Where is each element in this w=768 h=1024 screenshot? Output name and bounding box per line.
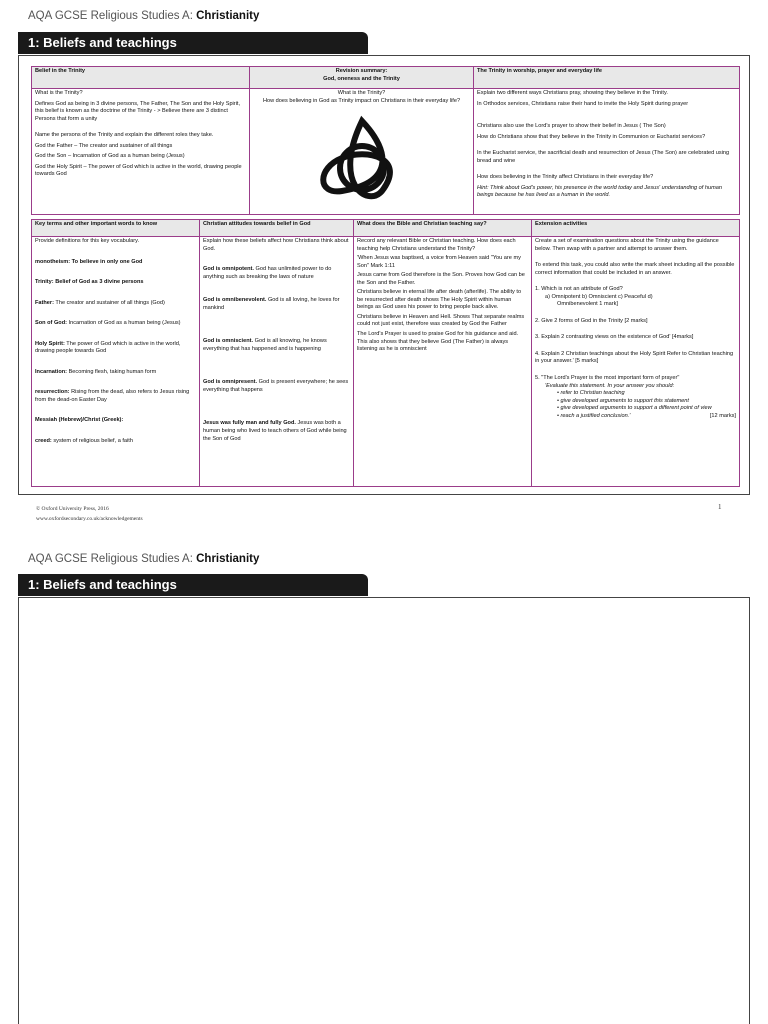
key-terms-cell: Provide definitions for this key vocabulary. monotheism: To believe in only one God Trinity: Belief of God as 3 divine persons Father: The creator and sustainer of all things (God) Son of God: Incarnation of God as a human being (Jesus) Holy Spirit: The power of God which is active in the world, drawing people towards God Incarnation: Becoming flesh, taking human form resurrection: Rising from the dead, also refers to Jesus rising from the dead-on Easter Day Messiah (Hebrew)/Christ (Greek): creed: system of religious belief, a faith xyxy=(32,237,200,487)
bullet-item: • give developed arguments to support a different point of view xyxy=(557,405,712,412)
attitude-item: God is omnipresent. God is present everywhere; he sees everything that happens xyxy=(203,379,349,393)
bullet-item: • reach a justified conclusion.' [12 marks] xyxy=(557,412,736,419)
worksheet-panel xyxy=(18,55,750,495)
bullet-item: • give developed arguments to support this statement xyxy=(557,397,689,404)
col-head-worship: The Trinity in worship, prayer and everyday life xyxy=(474,67,740,89)
col-head-key-terms: Key terms and other important words to know xyxy=(32,220,200,237)
section-title-band-2: 1: Beliefs and teachings xyxy=(18,574,368,596)
term-item: Son of God: Incarnation of God as a human being (Jesus) xyxy=(35,320,181,327)
col-head-attitudes: Christian attitudes towards belief in God xyxy=(200,220,354,237)
blank-panel xyxy=(18,597,750,1024)
col-head-belief: Belief in the Trinity xyxy=(32,67,250,89)
bullet-item: • refer to Christian teaching xyxy=(557,390,625,397)
term-item: Trinity: Belief of God as 3 divine persons xyxy=(35,279,144,286)
page-number: 1 xyxy=(718,503,722,511)
acknowledgements-url: www.oxfordsecondary.co.uk/acknowledgements xyxy=(36,516,143,522)
term-item: resurrection: Rising from the dead, also refers to Jesus rising from the dead-on Easter Day xyxy=(35,389,190,403)
revision-summary-table xyxy=(31,66,740,215)
triquetra-icon xyxy=(312,113,412,203)
col-head-revision: Revision summary: God, oneness and the Trinity xyxy=(250,67,474,89)
attitude-item: Jesus was fully man and fully God. Jesus was both a human being who lived to teach others of God while being the Son of God xyxy=(203,420,347,442)
term-item: Father: The creator and sustainer of all things (God) xyxy=(35,299,165,306)
attitude-item: God is omnipotent. God has unlimited power to do anything such as breaking the laws of nature xyxy=(203,266,332,280)
col-head-extension: Extension activities xyxy=(532,220,740,237)
attitudes-cell: Explain how these beliefs affect how Christians think about God. God is omnipotent. God has unlimited power to do anything such as breaking the laws of nature God is omnibenevolent. God is all loving, he loves for mankind God is omniscient. God is all knowing, he knows everything that has happened and is happening God is omnipresent. God is present everywhere; he sees everything that happens Jesus was fully man and fully God. Jesus was both a human being who lived to teach others of God while being the Son of God xyxy=(200,237,354,487)
attitude-item: God is omnibenevolent. God is all loving, he loves for mankind xyxy=(203,297,340,311)
term-item: Messiah (Hebrew)/Christ (Greek): xyxy=(35,417,124,424)
activities-table xyxy=(31,219,740,487)
attitude-item: God is omniscient. God is all knowing, he knows everything that has happened and is happening xyxy=(203,338,327,352)
term-item: Incarnation: Becoming flesh, taking human form xyxy=(35,368,157,375)
bible-teaching-cell: Record any relevant Bible or Christian teaching. How does each teaching help Christians understand the Trinity? 'When Jesus was baptised, a voice from Heaven said "You are my Son" Mark 1:11 Jesus came from God therefore is the Son. Proves how God can be the Son and the Father. Christians believe in eternal life after death (afterlife). The ability to be resurrected after death shows The Holy Spirit within human beings as God uses his power to bring people back alive. Christians believe in Heaven and Hell. Shows That separate realms could not just exist, therefore was created by God the Father The Lord's Prayer is used to praise God for his guidance and aid. This also shows that they believe God (The Father) is always listening as he is omniscient xyxy=(354,237,532,487)
revision-summary-cell: What is the Trinity? How does believing in God as Trinity impact on Christians in their everyday life? xyxy=(250,89,474,215)
extension-cell: Create a set of examination questions about the Trinity using the guidance below. Then swap with a partner and attempt to answer them. To extend this task, you could also write the mark sheet including all the possible correct information that could be included in an answer. 1. Which is not an attribute of God? a) Omnipotent b) Omniscient c) Peaceful d) Omnibenevolent 1 mark] 2. Give 2 forms of God in the Trinity [2 marks] 3. Explain 2 contrasting views on the existence of God' [4marks] 4. Explain 2 Christian teachings about the Holy Spirit Refer to Christian teaching in your answer.' [5 marks] 5. "The Lord's Prayer is the most important form of prayer" 'Evaluate this statement. In your answer you should: • refer to Christian teaching • give developed arguments to support this statement • give developed arguments to support a different point of view • reach a justified conclusion.' [12 marks] xyxy=(532,237,740,487)
copyright-notice: © Oxford University Press, 2016 xyxy=(36,506,109,512)
term-item: Holy Spirit: The power of God which is active in the world, drawing people towards God xyxy=(35,340,181,355)
term-item: monotheism: To believe in only one God xyxy=(35,258,143,265)
belief-trinity-cell: What is the Trinity? Defines God as being in 3 divine persons, The Father, The Son and the Holy Spirit, this belief is known as the doctrine of the Trinity - > Believe there are 3 distinct Persons that form a unity Name the persons of the Trinity and explain the different roles they take. God the Father – The creator and sustainer of all things God the Son – Incarnation of God as a human being (Jesus) God the Holy Spirit – The power of God which is active in the world, drawing people towards God xyxy=(32,89,250,215)
term-item: creed: system of religious belief, a faith xyxy=(35,438,133,445)
col-head-bible: What does the Bible and Christian teaching say? xyxy=(354,220,532,237)
section-title-band: 1: Beliefs and teachings xyxy=(18,32,368,54)
worship-cell: Explain two different ways Christians pray, showing they believe in the Trinity. In Orthodox services, Christians raise their hand to invite the Holy Spirit during prayer Christians also use the Lord's prayer to show their belief in Jesus ( The Son) How do Christians show that they believe in the Trinity in Communion or Eucharist services? In the Eucharist service, the sacrificial death and resurrection of Jesus (The Son) are celebrated using bread and wine How does believing in the Trinity affect Christians in their everyday life? Hint: Think about God's power, his presence in the world today and Jesus' understanding of human beings because he has lived as a human in the world. xyxy=(474,89,740,215)
page-header: AQA GCSE Religious Studies A: Christianity xyxy=(28,10,260,22)
page-header-2: AQA GCSE Religious Studies A: Christianity xyxy=(28,553,260,565)
